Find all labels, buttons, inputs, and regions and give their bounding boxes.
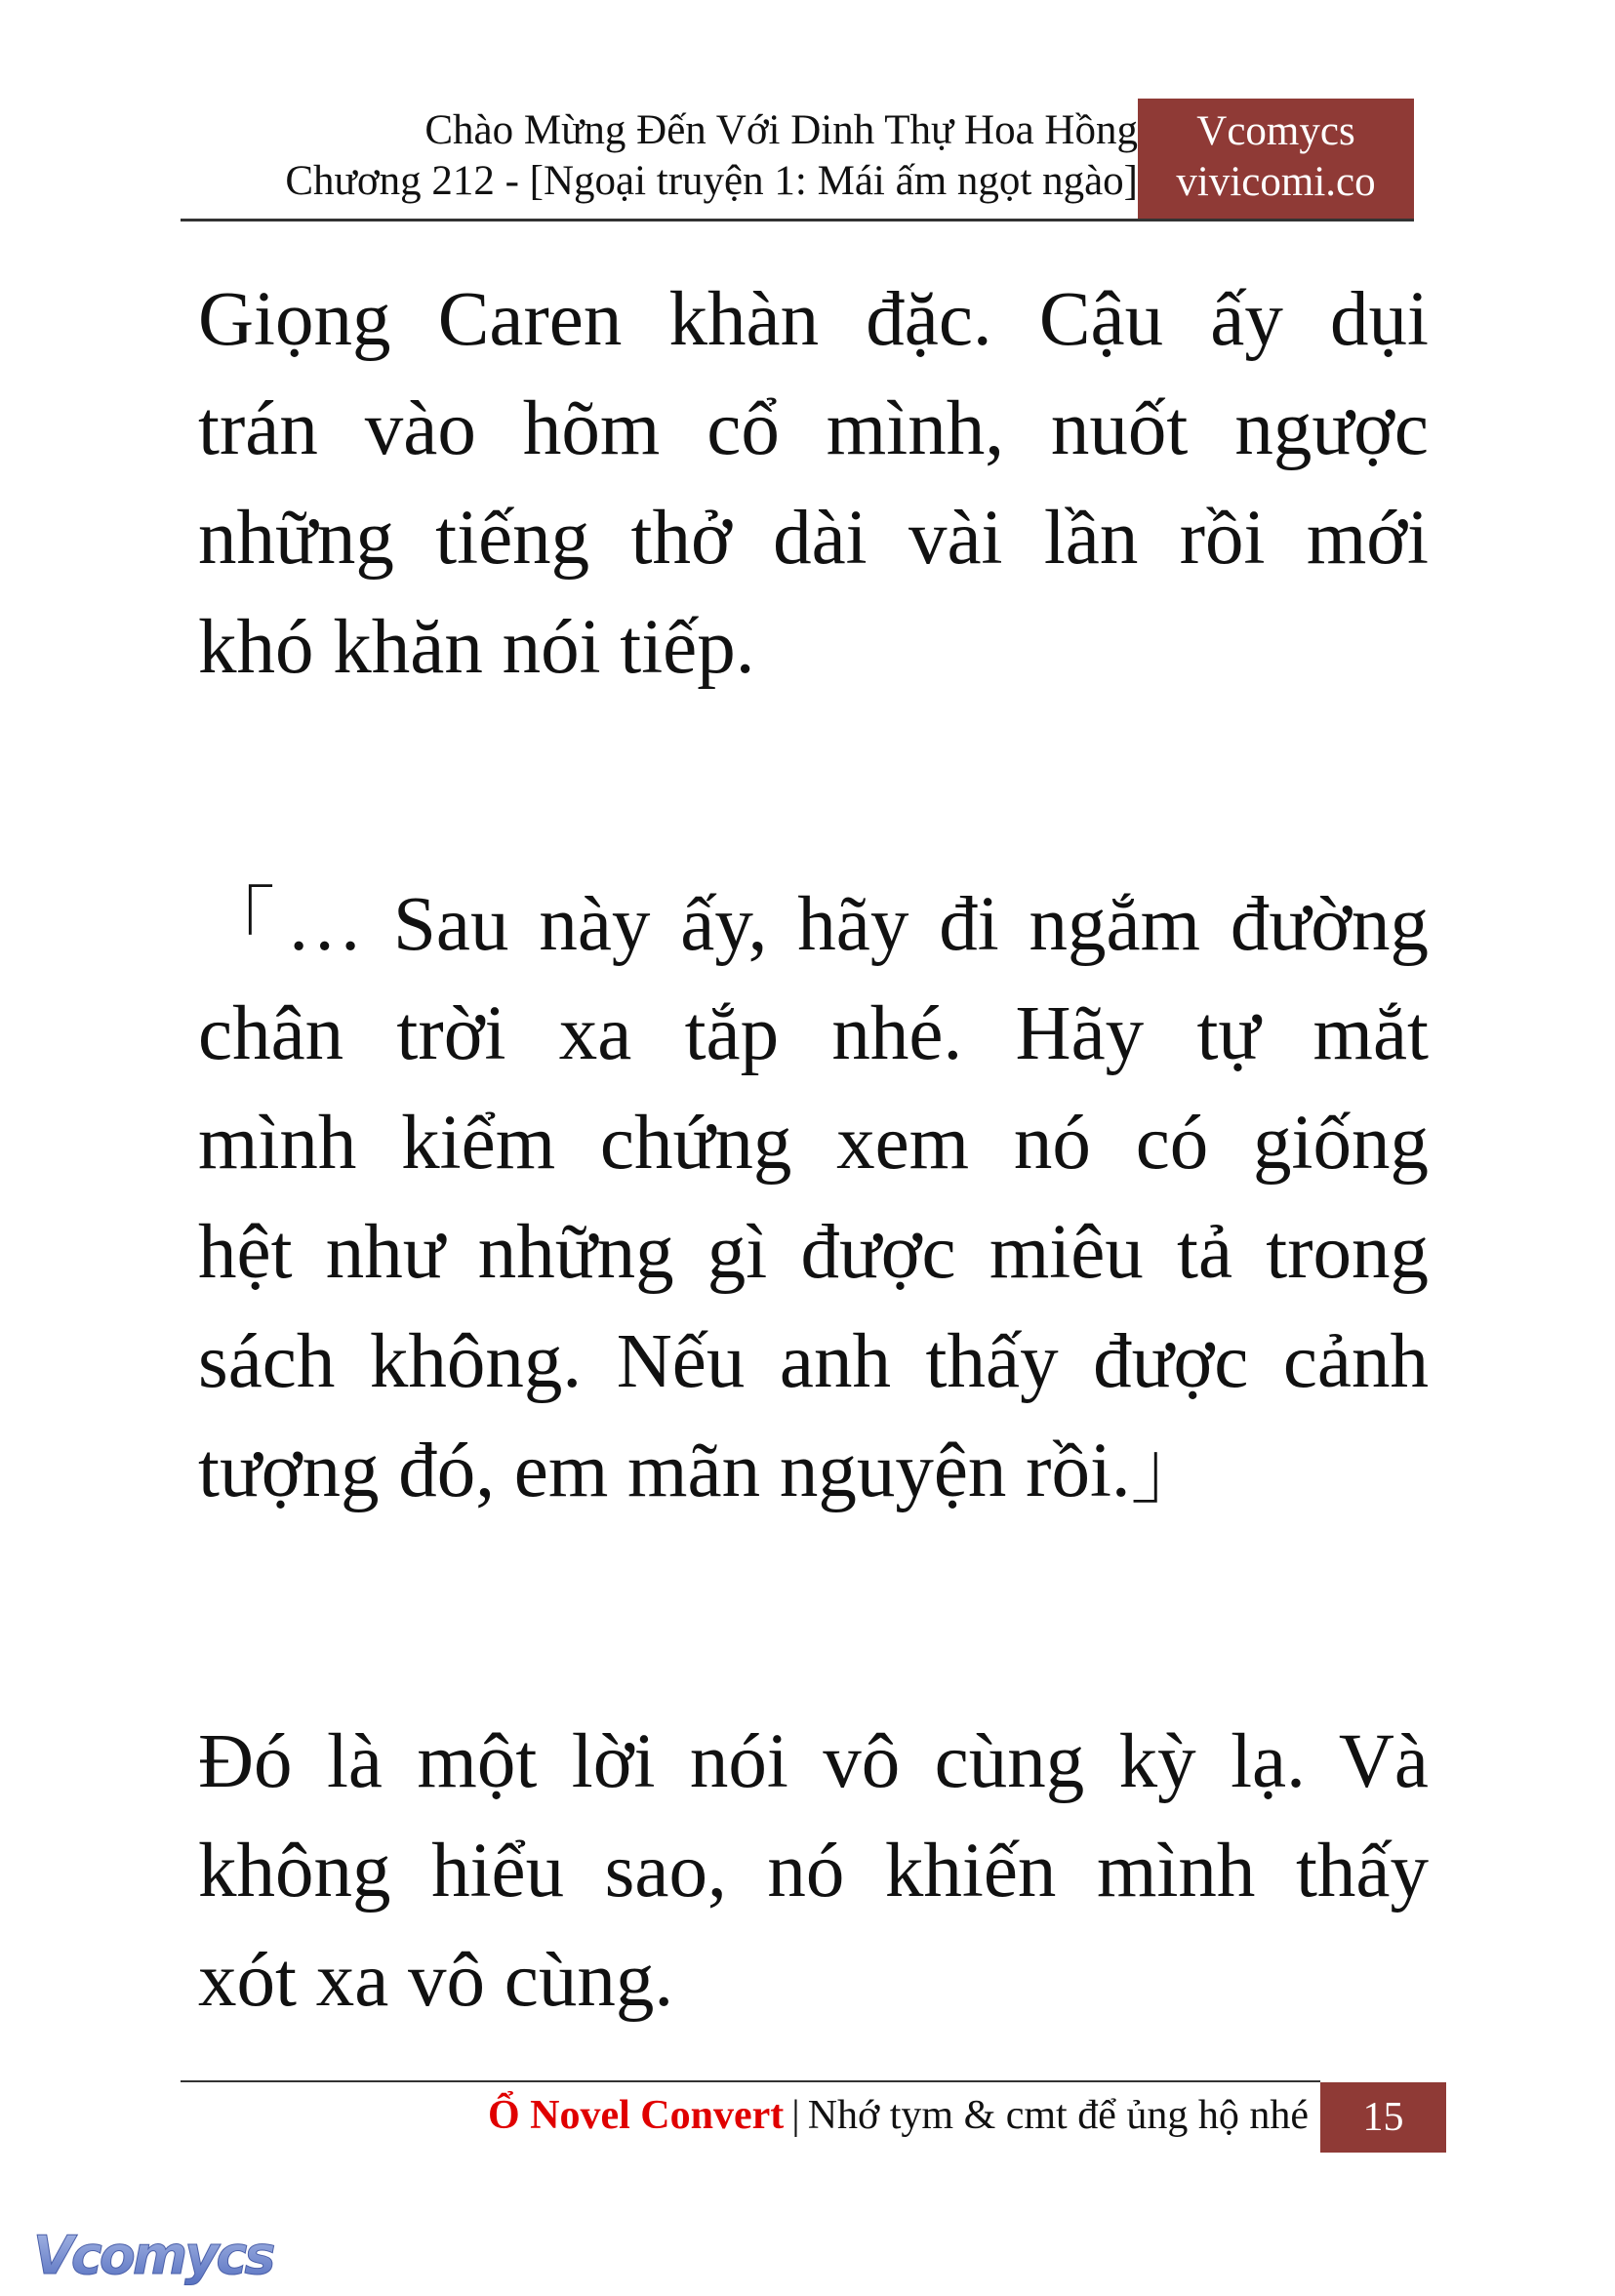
text-line: xót xa vô cùng. — [198, 1938, 674, 2023]
text-line: trán vào hõm cổ mình, nuốt ngược — [198, 386, 1429, 471]
text-line: sách không. Nếu anh thấy được cảnh — [198, 1319, 1429, 1404]
footer-separator: | — [791, 2093, 800, 2138]
text-line: hệt như những gì được miêu tả trong — [198, 1210, 1429, 1295]
site-badge — [1138, 99, 1414, 221]
footer-brand: Ổ Novel Convert — [487, 2093, 785, 2138]
text-line: không hiểu sao, nó khiến mình thấy — [198, 1829, 1429, 1913]
header-divider — [181, 219, 1414, 222]
running-header — [285, 105, 1138, 207]
paragraph-2 — [198, 870, 1429, 1526]
text-line: Giọng Caren khàn đặc. Cậu ấy dụi — [198, 277, 1429, 362]
page-number: 15 — [1320, 2082, 1446, 2153]
text-line: khó khăn nói tiếp. — [198, 605, 755, 690]
text-line: mình kiểm chứng xem nó có giống — [198, 1101, 1429, 1186]
footer-divider — [181, 2080, 1320, 2082]
text-line: tượng đó, em mãn nguyện rồi.」 — [198, 1429, 1208, 1513]
book-title: Chào Mừng Đến Với Dinh Thự Hoa Hồng — [424, 107, 1138, 153]
footer-text — [488, 2088, 1309, 2143]
text-line: 「… Sau này ấy, hãy đi ngắm đường — [198, 882, 1429, 967]
paragraph-1 — [198, 265, 1429, 703]
paragraph-3 — [198, 1708, 1429, 2035]
footer-message: Nhớ tym & cmt để ủng hộ nhé — [807, 2093, 1309, 2138]
vcomycs-logo — [29, 2223, 273, 2296]
text-line: Đó là một lời nói vô cùng kỳ lạ. Và — [198, 1719, 1429, 1804]
svg-text:Vcomycs: Vcomycs — [33, 2225, 273, 2286]
site-url: vivicomi.co — [1176, 159, 1376, 205]
site-name: Vcomycs — [1196, 108, 1355, 154]
chapter-title: Chương 212 - [Ngoại truyện 1: Mái ấm ngọt ngào] — [285, 158, 1138, 204]
text-line: những tiếng thở dài vài lần rồi mới — [198, 496, 1429, 581]
text-line: chân trời xa tắp nhé. Hãy tự mắt — [198, 991, 1429, 1076]
